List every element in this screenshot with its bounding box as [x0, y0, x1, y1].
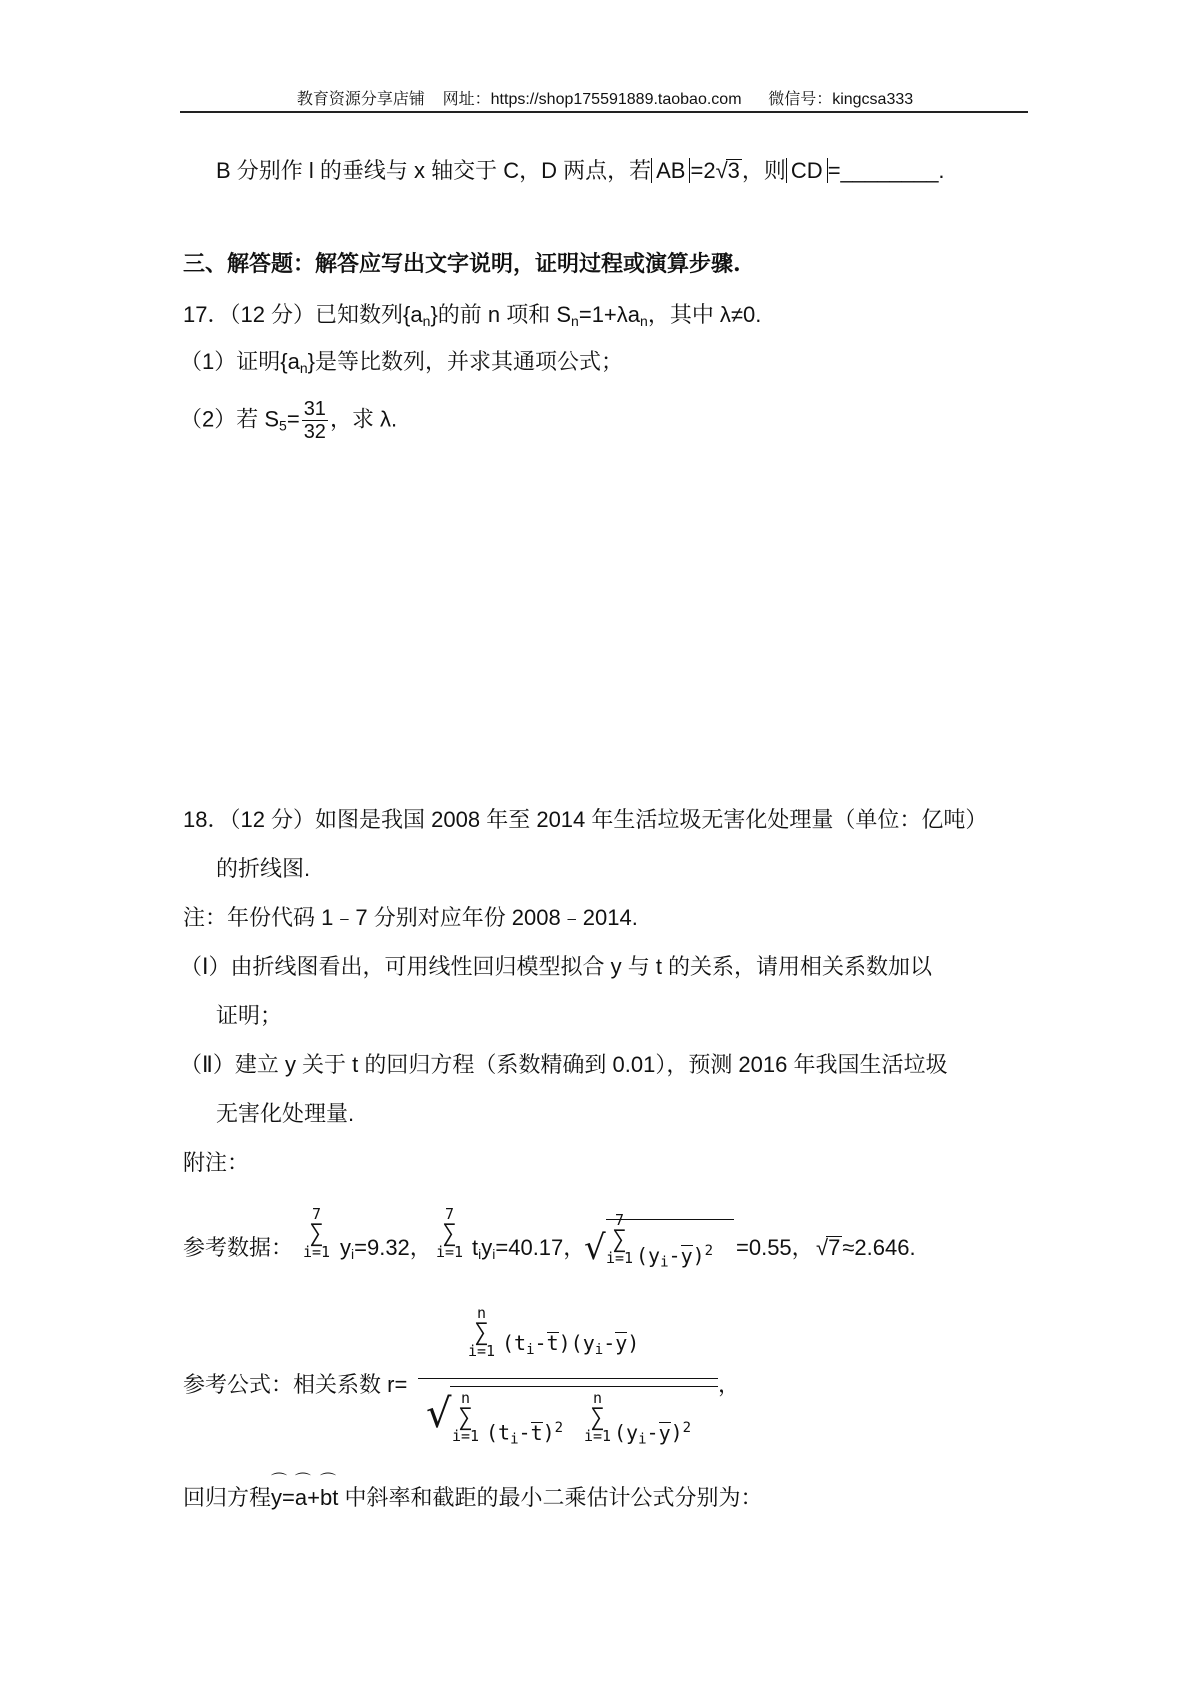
den-sum-2-top: n	[593, 1389, 603, 1407]
sqrt-icon-small: √	[816, 1235, 829, 1260]
q17-fraction	[302, 398, 328, 443]
sigma-icon: ∑	[309, 1219, 324, 1247]
den-sum-1	[452, 1390, 479, 1444]
reg-t: t	[332, 1485, 339, 1510]
q16-eq: =2	[690, 158, 716, 183]
q17-stem-d: ，其中 λ≠0.	[647, 302, 762, 327]
q17-p1-sub: n	[299, 360, 308, 376]
den-sub: i	[510, 1431, 519, 1448]
den-minus-2: -	[646, 1420, 659, 1445]
q17-stem-a: 17．（12 分）已知数列{a	[183, 302, 423, 327]
num-tbar: t	[546, 1331, 559, 1355]
q16-tail	[216, 156, 945, 186]
reg-b: 中斜率和截距的最小二乘估计公式分别为：	[338, 1485, 763, 1510]
q18-appendix: 附注：	[183, 1150, 250, 1175]
d1-val: =9.32，	[354, 1235, 432, 1260]
ref-data-4	[816, 1233, 916, 1263]
den-sum-2-bottom: i=1	[584, 1427, 612, 1445]
d3-sq: 2	[704, 1243, 714, 1259]
sum-3-top: 7	[615, 1211, 625, 1229]
ref-data-label: 参考数据：	[183, 1235, 294, 1260]
ref-formula-label: 参考公式：相关系数 r=	[183, 1372, 408, 1397]
d3-a: (y	[636, 1243, 661, 1268]
sum-3-bottom: i=1	[606, 1249, 634, 1267]
sqrt-icon: √	[715, 158, 728, 183]
url-label: 网址：	[442, 91, 491, 108]
sum-2	[436, 1206, 463, 1260]
wechat-label: 微信号：	[768, 91, 833, 108]
sum-1-bottom: i=1	[303, 1243, 331, 1261]
shop-url: https://shop175591889.taobao.com	[490, 91, 742, 108]
num-c: )(y	[558, 1331, 595, 1355]
q18-stem-2: 的折线图.	[216, 856, 311, 881]
den-tbar: t	[530, 1420, 543, 1445]
q17-part1	[180, 347, 623, 383]
ref-data-2	[472, 1233, 585, 1269]
reg-yhat: ⌒ y	[271, 1483, 282, 1513]
den-sum-1-bottom: i=1	[452, 1427, 480, 1445]
q17-frac-num: 31	[303, 398, 326, 420]
num-a: (t	[502, 1331, 527, 1355]
ref-data-3-val: =0.55，	[736, 1235, 814, 1260]
q18-part1-2: 证明；	[216, 1003, 283, 1028]
reg-plus: +	[307, 1485, 320, 1510]
sum-2-bottom: i=1	[436, 1243, 464, 1261]
d1-sub: i	[351, 1246, 355, 1262]
q18-part2-1: （Ⅱ）建立 y 关于 t 的回归方程（系数精确到 0.01），预测 2016 年我国生活垃圾	[180, 1052, 948, 1077]
den-sum-2	[584, 1390, 611, 1444]
q17-part2	[180, 398, 397, 443]
num-sum	[468, 1305, 495, 1359]
q16-cd: CD	[790, 158, 823, 183]
reg-bhat: ⌒ b	[320, 1483, 332, 1513]
q17-p2-eq: =	[286, 406, 300, 432]
num-sum-bottom: i=1	[468, 1342, 496, 1360]
reg-a: 回归方程	[183, 1485, 272, 1510]
q17-p2-sub: 5	[279, 417, 287, 434]
num-minus: -	[534, 1331, 547, 1355]
sigma-icon-5: ∑	[458, 1403, 473, 1431]
sum-1	[303, 1206, 330, 1260]
q17-stem	[183, 300, 761, 336]
sigma-icon-6: ∑	[590, 1403, 605, 1431]
den-expr-1	[486, 1413, 563, 1455]
sum-3	[606, 1212, 633, 1266]
reg-eq: =	[282, 1485, 295, 1510]
q17-sub-n3: n	[640, 313, 648, 329]
den-expr-2	[614, 1413, 691, 1455]
q17-p1-a: （1）证明{a	[180, 349, 300, 374]
shop-name: 教育资源分享店铺	[296, 91, 425, 108]
d3-minus: -	[668, 1243, 681, 1268]
q17-frac-den: 32	[303, 421, 326, 443]
q16-blank: =________.	[827, 158, 945, 183]
q17-stem-b: }的前 n 项和 S	[430, 302, 572, 327]
d2-y: y	[481, 1235, 493, 1260]
ref-data-3	[636, 1236, 713, 1278]
num-sum-top: n	[477, 1304, 487, 1322]
sqrt-icon-big: √	[584, 1228, 606, 1268]
den-minus: -	[518, 1420, 531, 1445]
reg-ahat: ⌒ a	[295, 1483, 307, 1513]
q17-p2-b: ，求 λ.	[329, 406, 398, 432]
ref-data-1	[340, 1233, 432, 1269]
q17-sub-n: n	[422, 313, 431, 329]
den-sq: 2	[554, 1420, 564, 1436]
section-title: 三、解答题：解答应写出文字说明，证明过程或演算步骤.	[183, 251, 741, 277]
den-sq-2: 2	[682, 1420, 692, 1436]
num-minus-2: -	[603, 1331, 616, 1355]
q17-p2-a: （2）若 S	[180, 406, 280, 432]
d4-rad: 7	[828, 1235, 841, 1260]
num-ybar: y	[615, 1331, 628, 1355]
den-f: )	[670, 1420, 683, 1445]
num-expr	[502, 1328, 639, 1365]
sigma-icon-3: ∑	[612, 1225, 627, 1253]
q18-part1-1: （Ⅰ）由折线图看出，可用线性回归模型拟合 y 与 t 的关系，请用相关系数加以	[180, 954, 933, 979]
num-e: )	[627, 1331, 640, 1355]
d1-y: y	[340, 1235, 351, 1260]
q16-ab: AB	[656, 158, 686, 183]
den-sum-1-top: n	[461, 1389, 471, 1407]
den-d: (y	[614, 1420, 639, 1445]
formula-comma: ，	[718, 1372, 741, 1397]
q16-sqrt-arg: 3	[727, 158, 740, 183]
wechat-id: kingcsa333	[832, 91, 914, 108]
d2-sub: i	[478, 1246, 482, 1262]
d2-sub-2: i	[492, 1246, 496, 1262]
page-header	[180, 86, 1030, 109]
q18-part2-2: 无害化处理量.	[216, 1101, 355, 1126]
num-sub: i	[526, 1342, 535, 1358]
sigma-icon-4: ∑	[474, 1318, 489, 1346]
den-ybar: y	[658, 1420, 671, 1445]
q16-text-b: ，则	[741, 158, 786, 183]
d2-t: t	[472, 1235, 479, 1260]
d3-sub: i	[660, 1254, 669, 1271]
sqrt-icon-den: √	[426, 1391, 452, 1437]
q16-text-a: B 分别作 l 的垂线与 x 轴交于 C，D 两点，若	[216, 158, 652, 183]
d3-c: )	[692, 1243, 705, 1268]
q18-stem-1: 18．（12 分）如图是我国 2008 年至 2014 年生活垃圾无害化处理量（单位：亿吨）	[183, 807, 988, 832]
sigma-icon-2: ∑	[442, 1219, 457, 1247]
sum-2-top: 7	[445, 1205, 455, 1223]
q17-sub-n2: n	[571, 313, 579, 329]
q18-note: 注：年份代码 1﹣7 分别对应年份 2008﹣2014.	[183, 905, 638, 930]
den-c: )	[542, 1420, 555, 1445]
den-sub-2: i	[638, 1431, 647, 1448]
regression-line	[183, 1483, 762, 1513]
q17-stem-c: =1+λa	[578, 302, 641, 327]
q17-p1-b: }是等比数列，并求其通项公式；	[307, 349, 623, 374]
d2-val: =40.17，	[495, 1235, 586, 1260]
sum-1-top: 7	[312, 1205, 322, 1223]
num-sub-2: i	[594, 1342, 604, 1358]
d3-ybar: y	[680, 1243, 693, 1268]
fraction-bar	[418, 1378, 718, 1379]
header-rule	[180, 111, 1028, 113]
den-radical-bar	[450, 1386, 718, 1387]
d4-val: ≈2.646.	[842, 1235, 916, 1260]
den-a: (t	[486, 1420, 511, 1445]
